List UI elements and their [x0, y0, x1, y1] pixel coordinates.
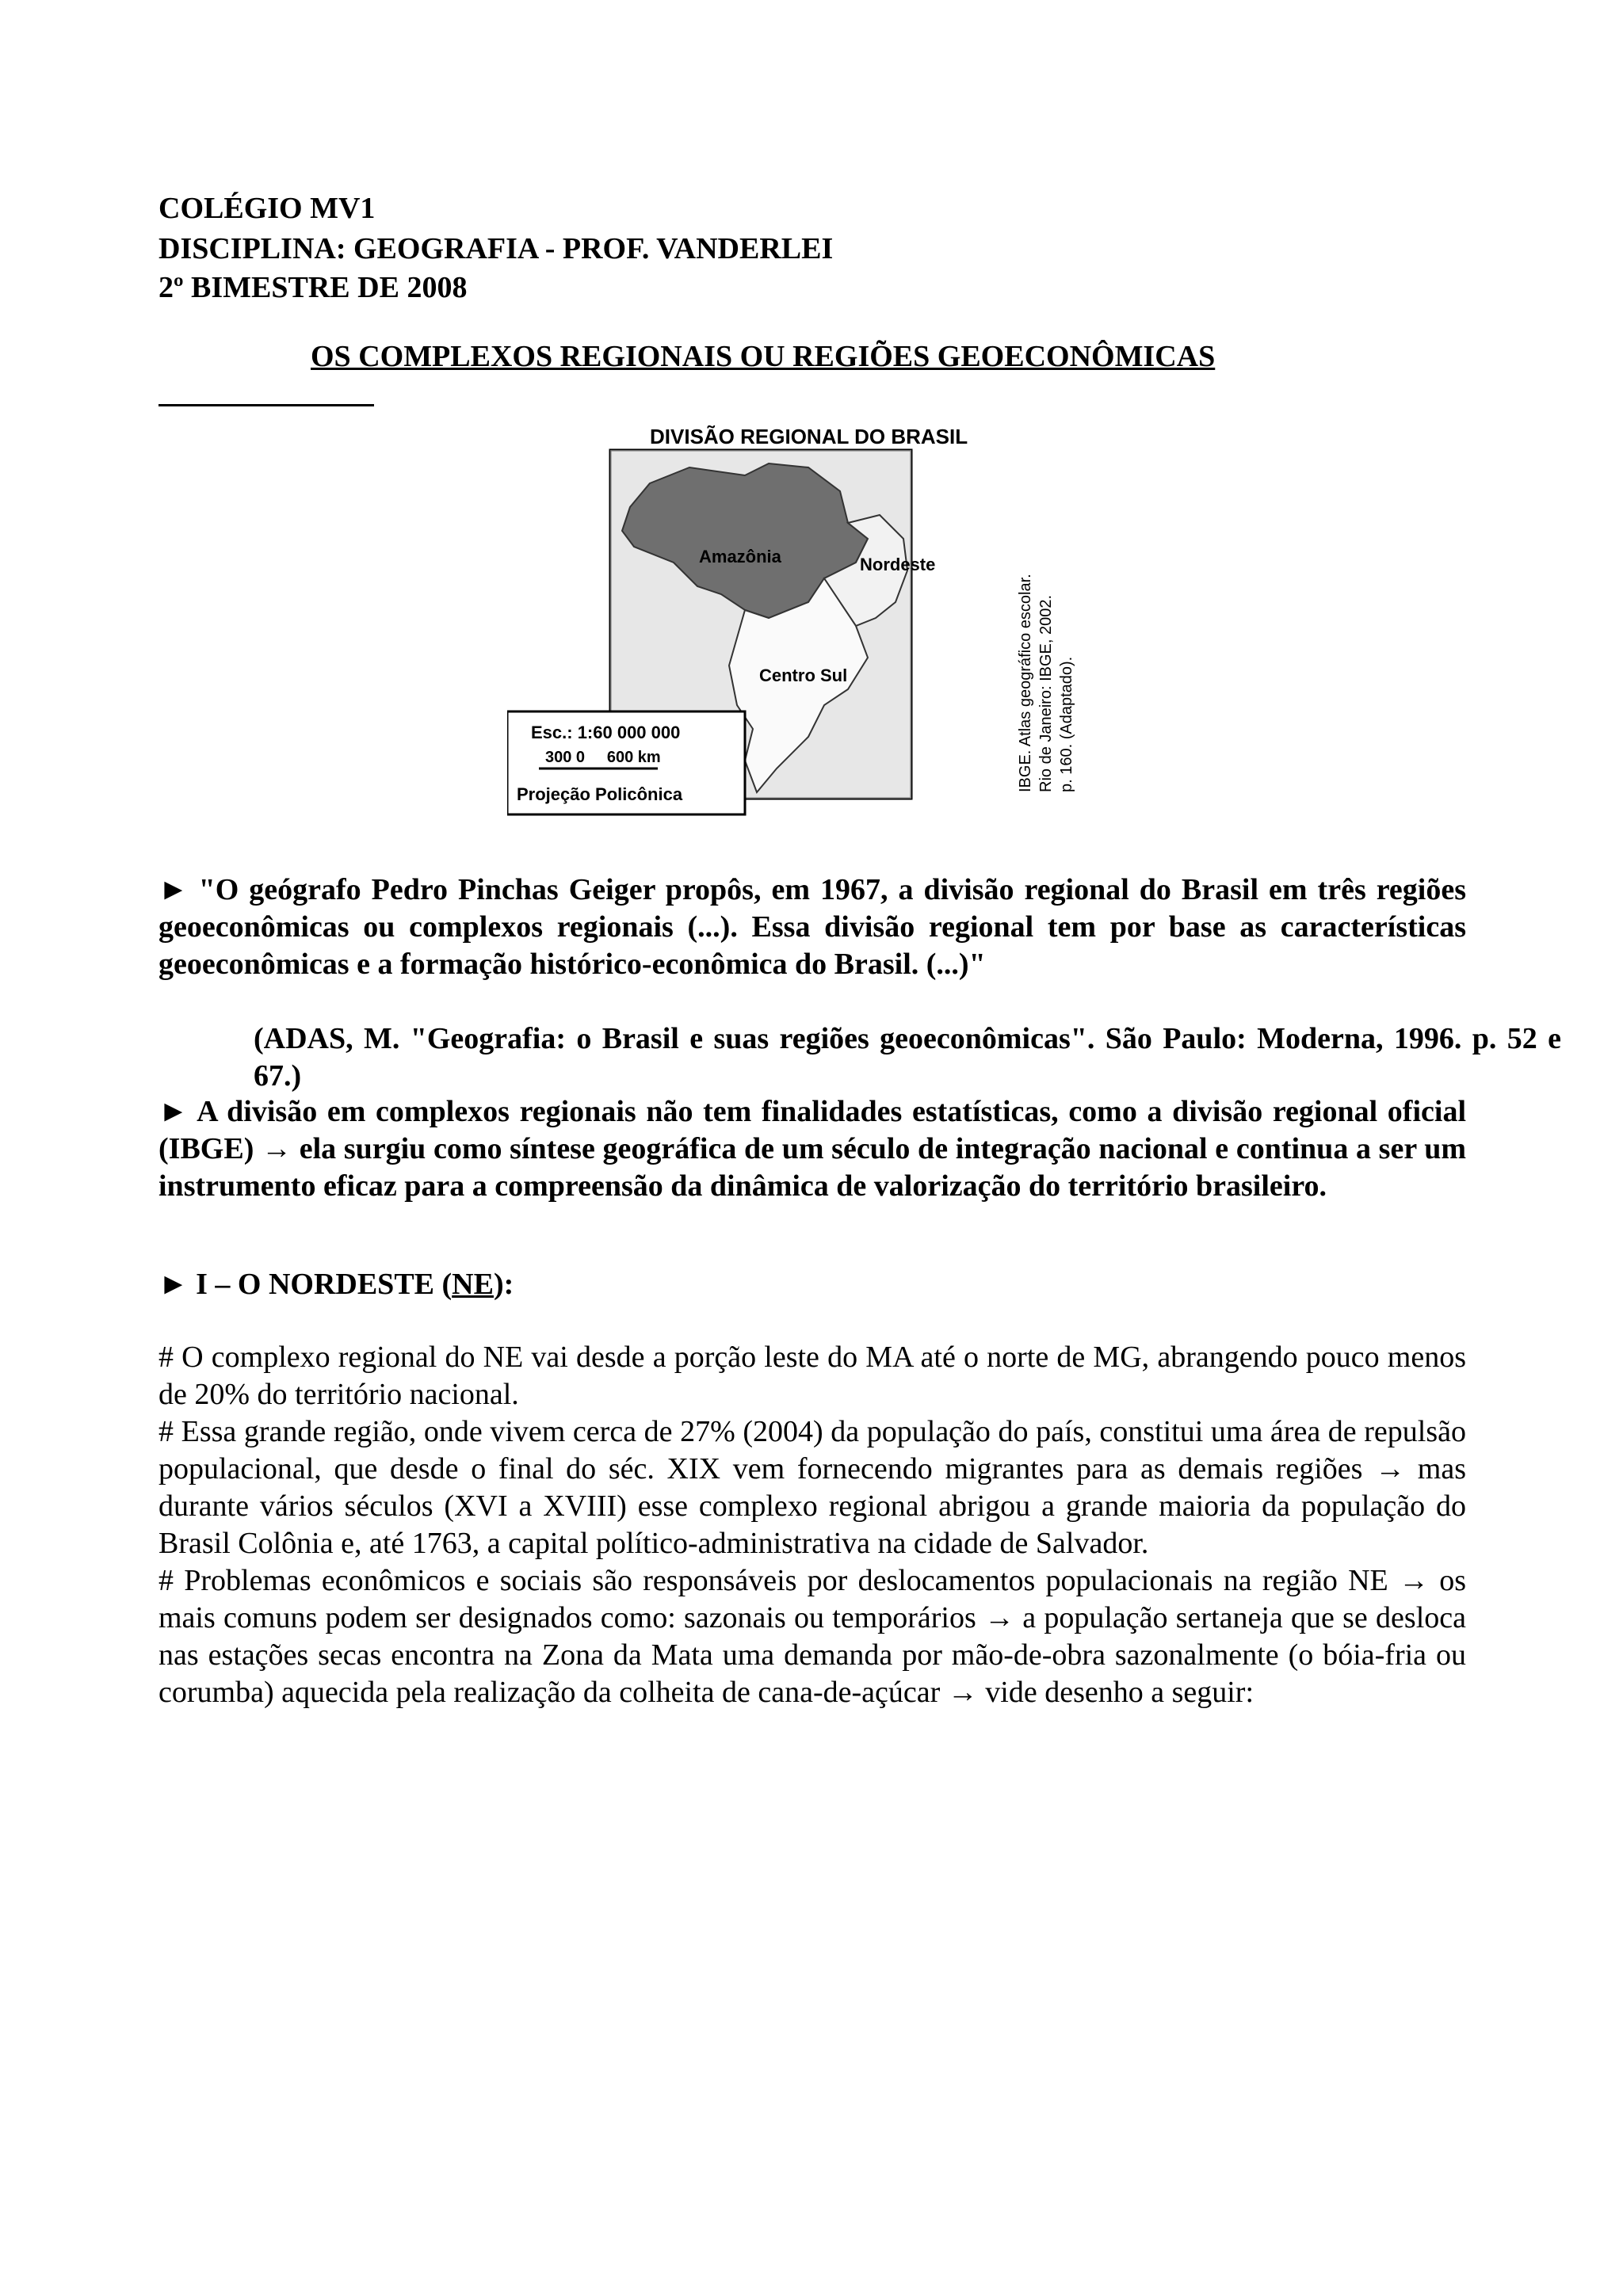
map-title: DIVISÃO REGIONAL DO BRASIL: [650, 425, 968, 448]
ne-paragraph-1: # O complexo regional do NE vai desde a porção leste do MA até o norte de MG, abrangendo pouco menos de 20% do território nacional.: [158, 1341, 1466, 1411]
discipline-line: DISCIPLINA: GEOGRAFIA - PROF. VANDERLEI: [158, 232, 834, 265]
map-projection: Projeção Policônica: [517, 784, 683, 804]
map-source-line: Rio de Janeiro: IBGE, 2002.: [1037, 594, 1055, 792]
nordeste-label: Nordeste: [860, 555, 936, 574]
citation: (ADAS, M. "Geografia: o Brasil e suas regiões geoeconômicas". São Paulo: Moderna, 1996. p. 52 e 67.): [254, 1022, 1561, 1093]
centro-sul-label: Centro Sul: [759, 666, 848, 685]
division-paragraph: ► A divisão em complexos regionais não tem finalidades estatísticas, como a divisão regional oficial (IBGE) → ela surgiu como síntese geográfica de um século de integração nacional e continua a ser um instrumento eficaz para a compreensão da dinâmica de valorização do território brasileiro.: [158, 1095, 1466, 1203]
quote-paragraph: ► "O geógrafo Pedro Pinchas Geiger propôs, em 1967, a divisão regional do Brasil em três regiões geoeconômicas ou complexos regionais (...). Essa divisão regional tem por base as características geoeconômicas e a formação histórico-econômica do Brasil. (...)": [158, 873, 1466, 981]
divider: [158, 404, 374, 406]
section-heading-abbr: NE: [452, 1268, 494, 1301]
section-heading-prefix: ► I – O NORDESTE (: [158, 1268, 453, 1301]
section-heading-suffix: ):: [493, 1268, 514, 1301]
brazil-regional-map: [507, 420, 1094, 824]
school-name: COLÉGIO MV1: [158, 192, 376, 225]
map-scale: Esc.: 1:60 000 000: [531, 723, 681, 742]
amazonia-label: Amazônia: [699, 547, 781, 566]
nordeste-text: [158, 1339, 1466, 1711]
term-line: 2º BIMESTRE DE 2008: [158, 271, 468, 304]
map-source: [1017, 574, 1075, 792]
page-title: OS COMPLEXOS REGIONAIS OU REGIÕES GEOECONÔMICAS: [311, 340, 1216, 373]
ne-paragraph-3: # Problemas econômicos e sociais são responsáveis por deslocamentos populacionais na região NE → os mais comuns podem ser designados como: sazonais ou temporários → a população sertaneja que se desloca nas estações secas encontra na Zona da Mata uma demanda por mão-de-obra sazonalmente (o bóia-fria ou corumba) aquecida pela realização da colheita de cana-de-açúcar → vide desenho a seguir:: [158, 1564, 1466, 1709]
section-heading: [158, 1266, 1466, 1303]
map-source-line: p. 160. (Adaptado).: [1058, 656, 1075, 792]
map-source-line: IBGE. Atlas geográfico escolar.: [1017, 574, 1034, 792]
map-scale-bar-label: 300 0 600 km: [545, 749, 661, 766]
ne-paragraph-2: # Essa grande região, onde vivem cerca de 27% (2004) da população do país, constitui uma área de repulsão populacional, que desde o final do séc. XIX vem fornecendo migrantes para as demais regiões → mas durante vários séculos (XVI a XVIII) esse complexo regional abrigou a grande maioria da população do Brasil Colônia e, até 1763, a capital político-administrativa na cidade de Salvador.: [158, 1415, 1466, 1560]
